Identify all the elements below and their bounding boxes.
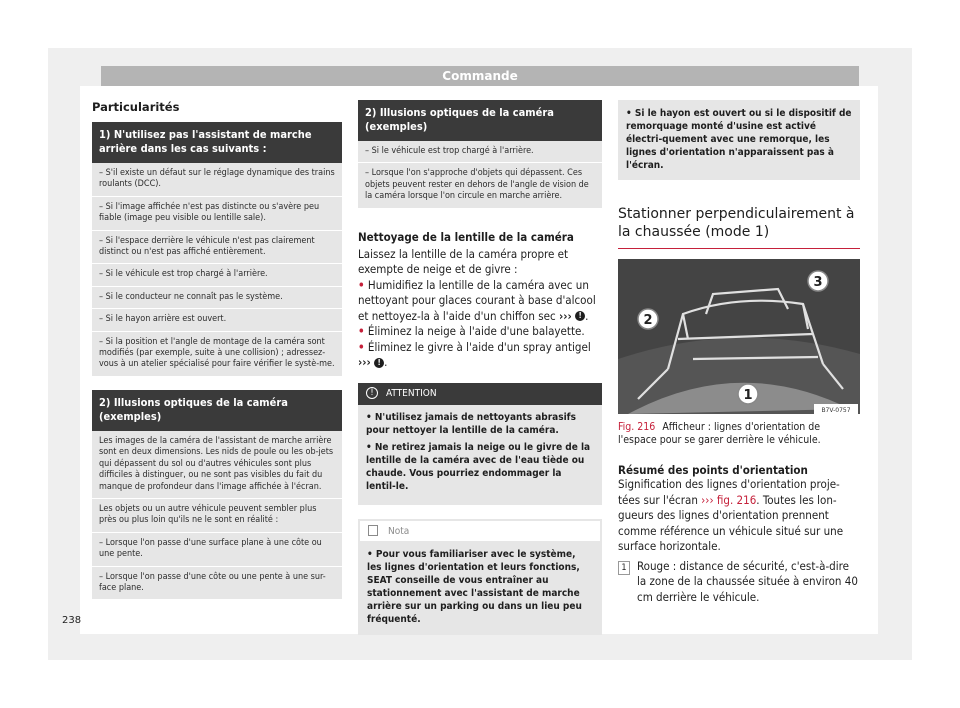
summary-text xyxy=(618,477,860,555)
footnote-box-1 xyxy=(92,122,342,376)
attention-label: ATTENTION xyxy=(386,387,437,399)
item-text: Rouge : distance de sécurité, c'est-à-dire la zone de la chaussée située à environ 40 cm derrière le véhicule. xyxy=(637,558,858,604)
attention-item-text: N'utilisez jamais de nettoyants abrasifs pour nettoyer la lentille de la caméra. xyxy=(366,411,576,436)
section-heading: Stationner perpendiculairement à la chaussée (mode 1) xyxy=(618,205,860,249)
note-item-text: Pour vous familiariser avec le système, les lignes d'orientation et leurs fonctions, SEAT conseille de vous entraîner au stationnement avec l'assistant de marche arrière sur un parking ou dans un lieu peu fréquenté. xyxy=(367,548,582,625)
cleaning-bullet-text: Humidifiez la lentille de la caméra avec un nettoyant pour glaces courant à base d'alcool et nettoyez-la à l'aide d'un chiffon sec xyxy=(358,277,596,323)
bullet-dot-icon: • xyxy=(358,339,365,354)
parking-lines-illustration xyxy=(618,259,860,414)
attention-box xyxy=(358,383,602,505)
ref-arrow[interactable]: ››› xyxy=(358,355,371,370)
footnote-box-2 xyxy=(92,390,342,599)
attention-header xyxy=(358,383,602,405)
tailgate-warning-text: Si le hayon est ouvert ou si le dispositif de remorquage monté d'usine est activé électri-quement avec une remorque, les lignes d'orientation n'apparaissent pas à l'écran. xyxy=(626,108,852,171)
warning-icon: ! xyxy=(366,387,378,399)
figure-caption-text: Afficheur : lignes d'orientation de l'espace pour se garer derrière le véhicule. xyxy=(618,421,821,446)
marker-1 xyxy=(738,384,758,404)
particularites-heading: Particularités xyxy=(92,100,180,114)
column-3 xyxy=(618,100,860,605)
figure-ref-link[interactable]: ››› fig. 216 xyxy=(701,492,757,507)
warning-ref-icon[interactable]: ! xyxy=(374,358,384,368)
cleaning-bullet-text: Éliminez le givre à l'aide d'un spray antigel xyxy=(367,339,591,354)
footnote-row: – Si la position et l'angle de montage de la caméra sont modifiés (par exemple, suite à une collision) ; adressez-vous à un atelier spécialisé pour faire vérifier le systè-me. xyxy=(99,336,335,370)
attention-body xyxy=(358,405,602,505)
marker-3-label: 3 xyxy=(813,275,823,290)
ref-arrow[interactable]: ››› xyxy=(558,308,572,323)
marker-2-label: 2 xyxy=(643,313,653,328)
footnote-row: – Lorsque l'on passe d'une côte ou une pente à une sur-face plane. xyxy=(99,571,326,593)
note-label: Nota xyxy=(388,525,410,537)
note-icon xyxy=(368,525,378,536)
figure-number: Fig. 216 xyxy=(618,421,656,433)
footnote-row: – Si l'espace derrière le véhicule n'est pas clairement distinct ou n'est pas affiché entièrement. xyxy=(92,231,342,265)
parking-figure xyxy=(618,259,860,414)
bullet-dot-icon: • xyxy=(358,277,365,292)
marker-3 xyxy=(808,271,828,291)
note-body xyxy=(359,542,601,634)
cleaning-intro: Laissez la lentille de la caméra propre et exempte de neige et de givre : xyxy=(358,246,569,277)
attention-item-text: Ne retirez jamais la neige ou le givre de la lentille de la caméra avec de l'eau tiède ou chaude. Vous pourriez endommager la lentil-le. xyxy=(366,441,591,492)
page-header: Commande xyxy=(101,66,859,86)
bullet-dot-icon: • xyxy=(367,548,373,560)
warning-ref-icon[interactable]: ! xyxy=(575,311,585,321)
item-number: 1 xyxy=(618,561,630,575)
footnote-row: – Lorsque l'on passe d'une surface plane à une côte ou une pente. xyxy=(92,533,342,567)
bullet-dot-icon: • xyxy=(366,441,372,453)
figure-caption xyxy=(618,421,860,447)
footnote-row: – Si le véhicule est trop chargé à l'arrière. xyxy=(92,264,342,286)
attention-item xyxy=(366,441,594,493)
orientation-item-1 xyxy=(618,559,860,606)
column-2 xyxy=(358,100,602,635)
summary-text-part: . Toutes les lon-gueurs des lignes d'orientation prennent comme référence un véhicule situé sur une surface horizontale. xyxy=(618,492,844,553)
footnote-row: – S'il existe un défaut sur le réglage dynamique des trains roulants (DCC). xyxy=(92,163,342,197)
marker-2 xyxy=(638,309,658,329)
footnote-row: Les objets ou un autre véhicule peuvent sembler plus près ou plus loin qu'ils ne le sont en réalité : xyxy=(92,499,342,533)
footnote-row: – Si le conducteur ne connaît pas le système. xyxy=(92,287,342,309)
cleaning-section-title: Nettoyage de la lentille de la caméra xyxy=(358,229,574,244)
page-number: 238 xyxy=(62,615,82,626)
marker-1-label: 1 xyxy=(743,388,753,403)
note-box xyxy=(358,519,602,635)
footnote-box-2-title: 2) Illusions optiques de la caméra (exemples) xyxy=(92,390,342,431)
cleaning-bullet xyxy=(358,324,602,340)
tailgate-warning-box xyxy=(618,100,860,180)
footnote-row: Les images de la caméra de l'assistant de marche arrière sont en deux dimensions. Les nids de poule ou les ob-jets qui dépassent du sol ou d'autres véhicules sont plus difficiles à distinguer, ou ne sont pas visibles du fait du manque de profondeur dans l'image affichée à l'écran. xyxy=(92,431,342,499)
note-header xyxy=(359,520,601,542)
footnote-row: – Si le hayon arrière est ouvert. xyxy=(92,309,342,331)
footnote-box-2-continued xyxy=(358,100,602,208)
cleaning-bullet: • Humidifiez la lentille de la caméra avec un nettoyant pour glaces courant à base d'alcool et nettoyez-la à l'aide d'un chiffon sec ››› ! . xyxy=(358,277,596,323)
note-item xyxy=(367,548,593,626)
summary-title: Résumé des points d'orientation xyxy=(618,463,808,477)
bullet-dot-icon: • xyxy=(358,324,365,339)
footnote-box-1-title: 1) N'utilisez pas l'assistant de marche arrière dans les cas suivants : xyxy=(92,122,342,163)
footnote-row: – Si le véhicule est trop chargé à l'arrière. xyxy=(358,141,602,163)
figure-code: B7V-0757 xyxy=(821,407,851,414)
bullet-dot-icon: • xyxy=(626,108,632,119)
footnote-row: – Lorsque l'on s'approche d'objets qui dépassent. Ces objets peuvent rester en dehors de l'angle de vision de la caméra lorsque l'on circule en marche arrière. xyxy=(365,168,589,202)
bullet-dot-icon: • xyxy=(366,411,372,423)
cleaning-bullet-text: Éliminez la neige à l'aide d'une balayette. xyxy=(367,324,585,339)
column-1 xyxy=(92,100,342,613)
footnote-row: – Si l'image affichée n'est pas distincte ou s'avère peu fiable (image peu visible ou lentille sale). xyxy=(92,197,342,231)
attention-item xyxy=(366,411,594,437)
summary-text-part: Signification des lignes d'orientation proje-tées sur l'écran xyxy=(618,477,840,507)
cleaning-bullet: • Éliminez le givre à l'aide d'un spray antigel ››› ! . xyxy=(358,339,591,370)
footnote-box-2-continued-title: 2) Illusions optiques de la caméra (exemples) xyxy=(358,100,602,141)
